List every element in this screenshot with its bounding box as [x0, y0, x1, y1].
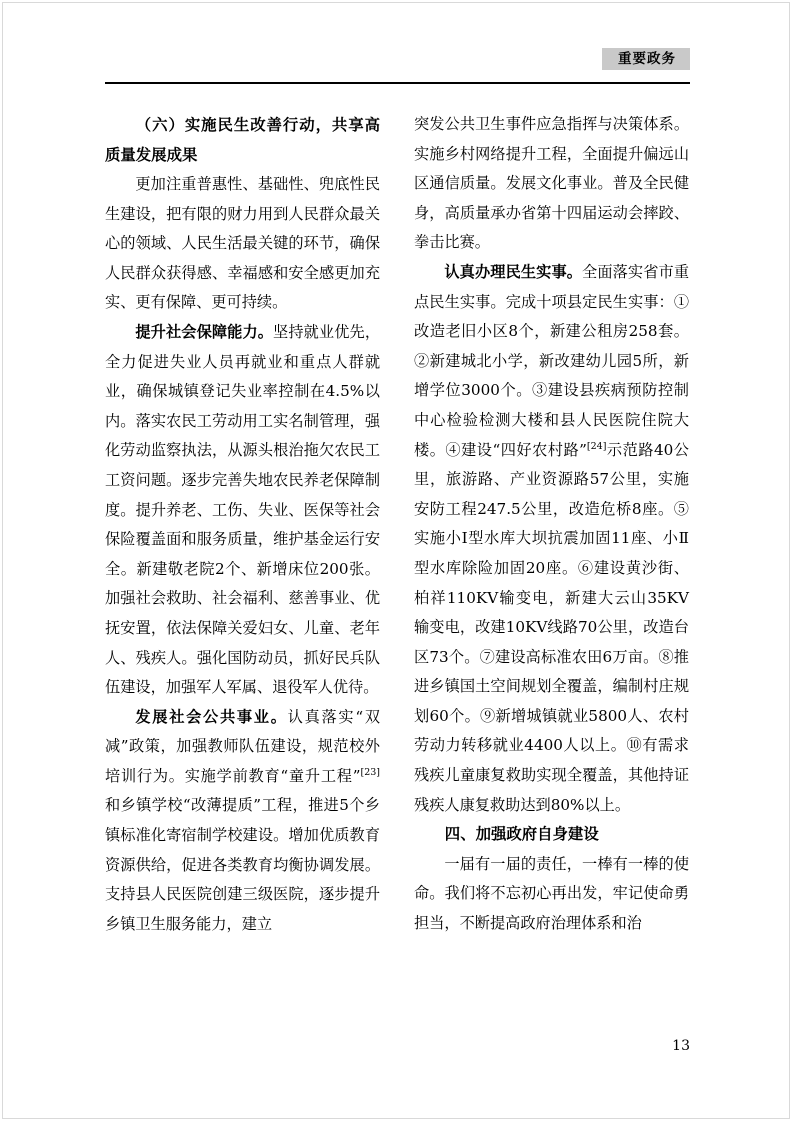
header-band-label: 重要政务 — [602, 48, 690, 70]
right-lead-in-1: 认真办理民生实事。 — [444, 262, 583, 281]
page-number: 13 — [672, 1038, 690, 1054]
right-paragraph-1: 突发公共卫生事件应急指挥与决策体系。实施乡村网络提升工程，全面提升偏远山区通信质量。发展文化事业。普及全民健身，高质量承办省第十四届运动会摔跤、拳击比赛。 — [414, 115, 689, 252]
right-paragraph-2 — [414, 258, 689, 820]
left-column — [105, 110, 380, 1040]
header-divider — [105, 82, 690, 84]
left-paragraph-3-text-b: 和乡镇学校“改薄提质”工程，推进5个乡镇标准化寄宿制学校建设。增加优质教育资源供给，促进各类教育均衡协调发展。支持县人民医院创建三级医院，逐步提升乡镇卫生服务能力，建立 — [105, 796, 380, 933]
page-header — [105, 48, 690, 94]
left-section-heading: （六）实施民生改善行动，共享高质量发展成果 — [105, 116, 380, 164]
left-paragraph-2-text: 坚持就业优先，全力促进失业人员再就业和重点人群就业，确保城镇登记失业率控制在4.5%以内。落实农民工劳动用工实名制管理，强化劳动监察执法，从源头根治拖欠农民工工资问题。逐步完善失地农民养老保障制度。提升养老、工伤、失业、医保等社会保险覆盖面和服务质量，维护基金运行安全。新建敬老院2个、新增床位200张。加强社会救助、社会福利、慈善事业、优抚安置，依法保障关爱妇女、儿童、老年人、残疾人。强化国防动员，抓好民兵队伍建设，加强军人军属、退役军人优待。 — [105, 322, 381, 697]
footnote-mark-24: [24] — [586, 440, 607, 452]
left-paragraph-3-text-a: 认真落实“双减”政策，加强教师队伍建设，规范校外培训行为。实施学前教育“童升工程” — [105, 707, 381, 785]
left-paragraph-1: 更加注重普惠性、基础性、兜底性民生建设，把有限的财力用到人民群众最关心的领域、人民生活最关键的环节，确保人民群众获得感、幸福感和安全感更加充实、更有保障、更可持续。 — [105, 175, 380, 312]
left-lead-in-1: 提升社会保障能力。 — [135, 322, 274, 341]
right-closing-paragraph: 一届有一届的责任，一棒有一棒的使命。我们将不忘初心再出发，牢记使命勇担当，不断提高政府治理体系和治 — [414, 854, 689, 933]
footnote-mark-23: [23] — [360, 766, 380, 778]
page-body — [105, 110, 690, 1040]
left-paragraph-3 — [105, 703, 380, 940]
left-paragraph-2 — [105, 318, 380, 703]
right-paragraph-2-text-b: 示范路40公里，旅游路、产业资源路57公里，实施安防工程247.5公里，改造危桥8座。⑤实施小Ⅰ型水库大坝抗震加固11座、小Ⅱ型水库除险加固20座。⑥建设黄沙街、柏祥110KV输变电，新建大云山35KV输变电，改建10KV线路70公里，改造台区73个。⑦建设高标准农田6万亩。⑧推进乡镇国土空间规划全覆盖，编制村庄规划60个。⑨新增城镇就业5800人、农村劳动力转移就业4400人以上。⑩有需求残疾儿童康复救助实现全覆盖，其他持证残疾人康复救助达到80%以上。 — [414, 440, 689, 814]
right-column — [414, 110, 689, 1040]
right-paragraph-2-text-a: 全面落实省市重点民生实事。完成十项县定民生实事：①改造老旧小区8个，新建公租房258套。②新建城北小学，新改建幼儿园5所，新增学位3000个。③建设县疾病预防控制中心检验检测大楼和县人民医院住院大楼。④建设“四好农村路” — [414, 262, 690, 459]
right-section-heading: 四、加强政府自身建设 — [444, 825, 599, 844]
left-lead-in-2: 发展社会公共事业。 — [135, 707, 288, 726]
